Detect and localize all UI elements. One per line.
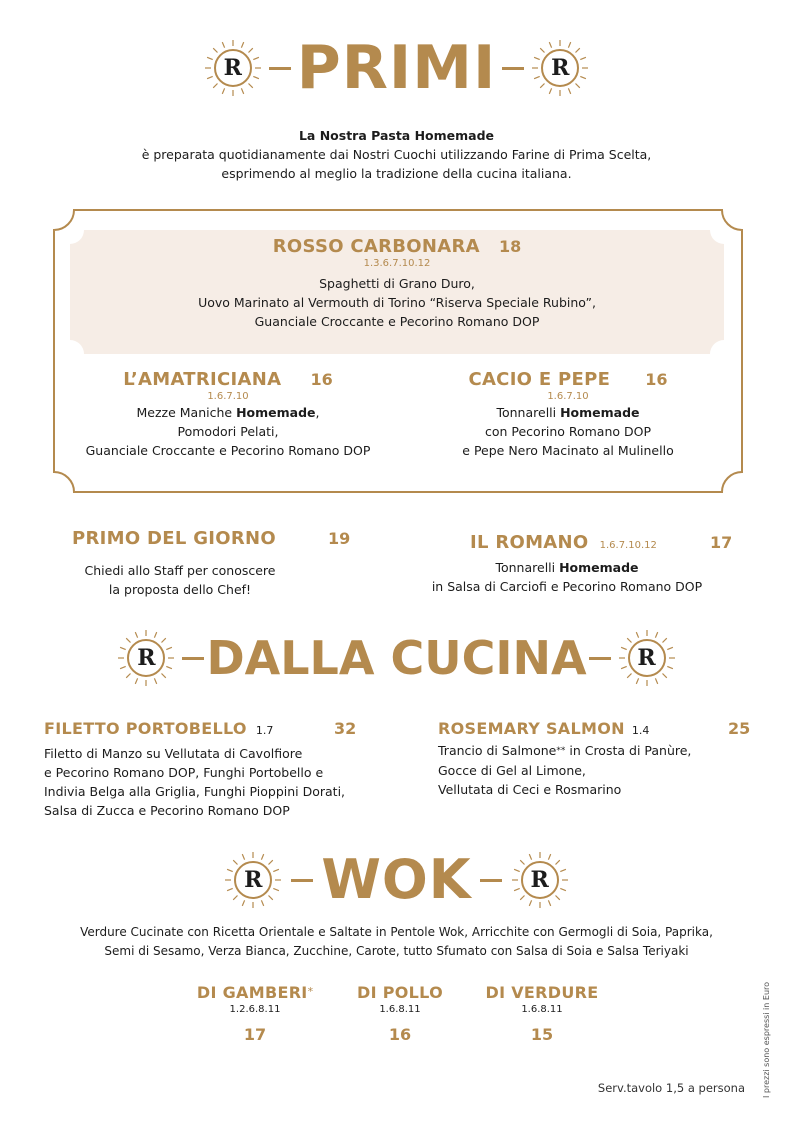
- dish-desc-line: Guanciale Croccante e Pecorino Romano DOP: [85, 443, 371, 458]
- intro-heading: La Nostra Pasta Homemade: [298, 128, 495, 143]
- dish-allergens: 1.4: [631, 724, 650, 737]
- dish-desc-line: Tonnarelli Homemade: [495, 560, 639, 575]
- dish-primo-del-giorno-desc: [60, 561, 300, 599]
- wok-option-allergens: 1.6.8.11: [521, 1004, 563, 1015]
- wok-option-name: DI POLLO: [357, 983, 443, 1002]
- dish-desc-line: Filetto di Manzo su Vellutata di Cavolfiore: [44, 746, 303, 761]
- dish-cacio-e-pepe: [430, 369, 706, 460]
- wok-option-name: DI VERDURE: [485, 983, 599, 1002]
- dish-allergens: 1.3.6.7.10.12: [363, 258, 431, 269]
- dish-desc-line: Pomodori Pelati,: [177, 424, 279, 439]
- wok-option-price: 17: [243, 1025, 267, 1044]
- section-title-cucina: DALLA CUCINA: [206, 631, 587, 685]
- dish-filetto-desc: [44, 744, 374, 820]
- dish-name: L’AMATRICIANA: [123, 369, 282, 390]
- dish-desc-line: Chiedi allo Staff per conoscere: [84, 563, 276, 578]
- intro-line: è preparata quotidianamente dai Nostri Cuochi utilizzando Farine di Prima Scelta,: [141, 147, 652, 162]
- dish-name: PRIMO DEL GIORNO: [72, 528, 277, 549]
- primi-header: [0, 33, 793, 103]
- dish-desc-line: e Pecorino Romano DOP, Funghi Portobello e: [44, 765, 324, 780]
- dish-price: 19: [328, 529, 351, 548]
- cucina-header: [0, 628, 793, 688]
- divider-dash: [502, 67, 524, 70]
- dish-salmon-desc: [438, 741, 758, 799]
- r-emblem-icon: R: [116, 628, 176, 688]
- wok-description: [0, 923, 793, 961]
- divider-dash: [291, 879, 313, 882]
- dish-desc-line: Mezze Maniche Homemade,: [136, 405, 320, 420]
- dish-name: IL ROMANO: [470, 532, 589, 553]
- r-emblem-icon: R: [203, 38, 263, 98]
- dish-price: 17: [710, 533, 733, 552]
- wok-option-verdure: [482, 983, 602, 1044]
- dish-il-romano: [470, 532, 740, 553]
- dish-desc-line: Gocce di Gel al Limone,: [438, 763, 586, 778]
- r-emblem-icon: R: [617, 628, 677, 688]
- dish-desc-line: Indivia Belga alla Griglia, Funghi Pioppini Dorati,: [44, 784, 346, 799]
- service-charge-note: Serv.tavolo 1,5 a persona: [597, 1081, 745, 1095]
- dish-allergens: 1.6.7.10: [547, 391, 589, 402]
- wok-desc-line: Semi di Sesamo, Verza Bianca, Zucchine, Carote, tutto Sfumato con Salsa di Soia e Salsa Teriyaki: [104, 944, 689, 958]
- wok-option-allergens: 1.6.8.11: [379, 1004, 421, 1015]
- dish-desc-line: Trancio di Salmone** in Crosta di Panùre,: [438, 743, 692, 758]
- price-currency-note: I prezzi sono espressi in Euro: [762, 981, 771, 1098]
- dish-allergens: 1.6.7.10: [207, 391, 249, 402]
- dish-name: ROSEMARY SALMON: [438, 719, 625, 738]
- dish-rosemary-salmon: [438, 719, 750, 738]
- dish-rosso-carbonara: [70, 236, 724, 331]
- wok-option-allergens: 1.2.6.8.11: [229, 1004, 281, 1015]
- intro-line: esprimendo al meglio la tradizione della cucina italiana.: [221, 166, 572, 181]
- r-emblem-icon: R: [530, 38, 590, 98]
- dish-allergens: 1.6.7.10.12: [599, 540, 657, 551]
- wok-option-gamberi: [195, 983, 315, 1044]
- wok-option-mark: *: [307, 985, 314, 998]
- divider-dash: [480, 879, 502, 882]
- primi-intro: [0, 126, 793, 183]
- dish-price: 32: [334, 719, 357, 738]
- dish-desc-line: Spaghetti di Grano Duro,: [319, 276, 475, 291]
- dish-allergens: 1.7: [255, 724, 274, 737]
- section-title-wok: WOK: [321, 848, 472, 911]
- dish-primo-del-giorno: [72, 528, 362, 549]
- dish-desc-line: la proposta dello Chef!: [108, 582, 252, 597]
- dish-desc-line: in Salsa di Carciofi e Pecorino Romano DOP: [431, 579, 703, 594]
- divider-dash: [269, 67, 291, 70]
- dish-il-romano-desc: [412, 558, 722, 596]
- dish-desc-line: Uovo Marinato al Vermouth di Torino “Riserva Speciale Rubino”,: [198, 295, 596, 310]
- wok-header: [0, 850, 793, 910]
- r-emblem-icon: R: [510, 850, 570, 910]
- dish-amatriciana: [70, 369, 386, 460]
- divider-dash: [182, 657, 204, 660]
- r-emblem-icon: R: [223, 850, 283, 910]
- dish-desc-line: con Pecorino Romano DOP: [484, 424, 652, 439]
- wok-desc-line: Verdure Cucinate con Ricetta Orientale e Saltate in Pentole Wok, Arricchite con Germogli di Soia, Paprika,: [80, 925, 713, 939]
- dish-name: CACIO E PEPE: [468, 369, 611, 390]
- dish-price: 25: [728, 719, 751, 738]
- dish-price: 16: [645, 370, 668, 389]
- dish-desc-line: Guanciale Croccante e Pecorino Romano DOP: [254, 314, 540, 329]
- section-title-primi: PRIMI: [296, 33, 497, 103]
- dish-desc-line: e Pepe Nero Macinato al Mulinello: [462, 443, 674, 458]
- dish-desc-line: Vellutata di Ceci e Rosmarino: [438, 782, 622, 797]
- dish-name: FILETTO PORTOBELLO: [44, 719, 247, 738]
- dish-price: 16: [310, 370, 333, 389]
- dish-name: ROSSO CARBONARA: [272, 236, 480, 257]
- wok-option-pollo: [345, 983, 455, 1044]
- wok-option-name: DI GAMBERI: [196, 983, 308, 1002]
- dish-desc-line: Tonnarelli Homemade: [496, 405, 640, 420]
- wok-option-price: 15: [530, 1025, 554, 1044]
- divider-dash: [589, 657, 611, 660]
- dish-filetto-portobello: [44, 719, 364, 738]
- dish-price: 18: [499, 237, 522, 256]
- wok-option-price: 16: [388, 1025, 412, 1044]
- dish-desc-line: Salsa di Zucca e Pecorino Romano DOP: [44, 803, 290, 818]
